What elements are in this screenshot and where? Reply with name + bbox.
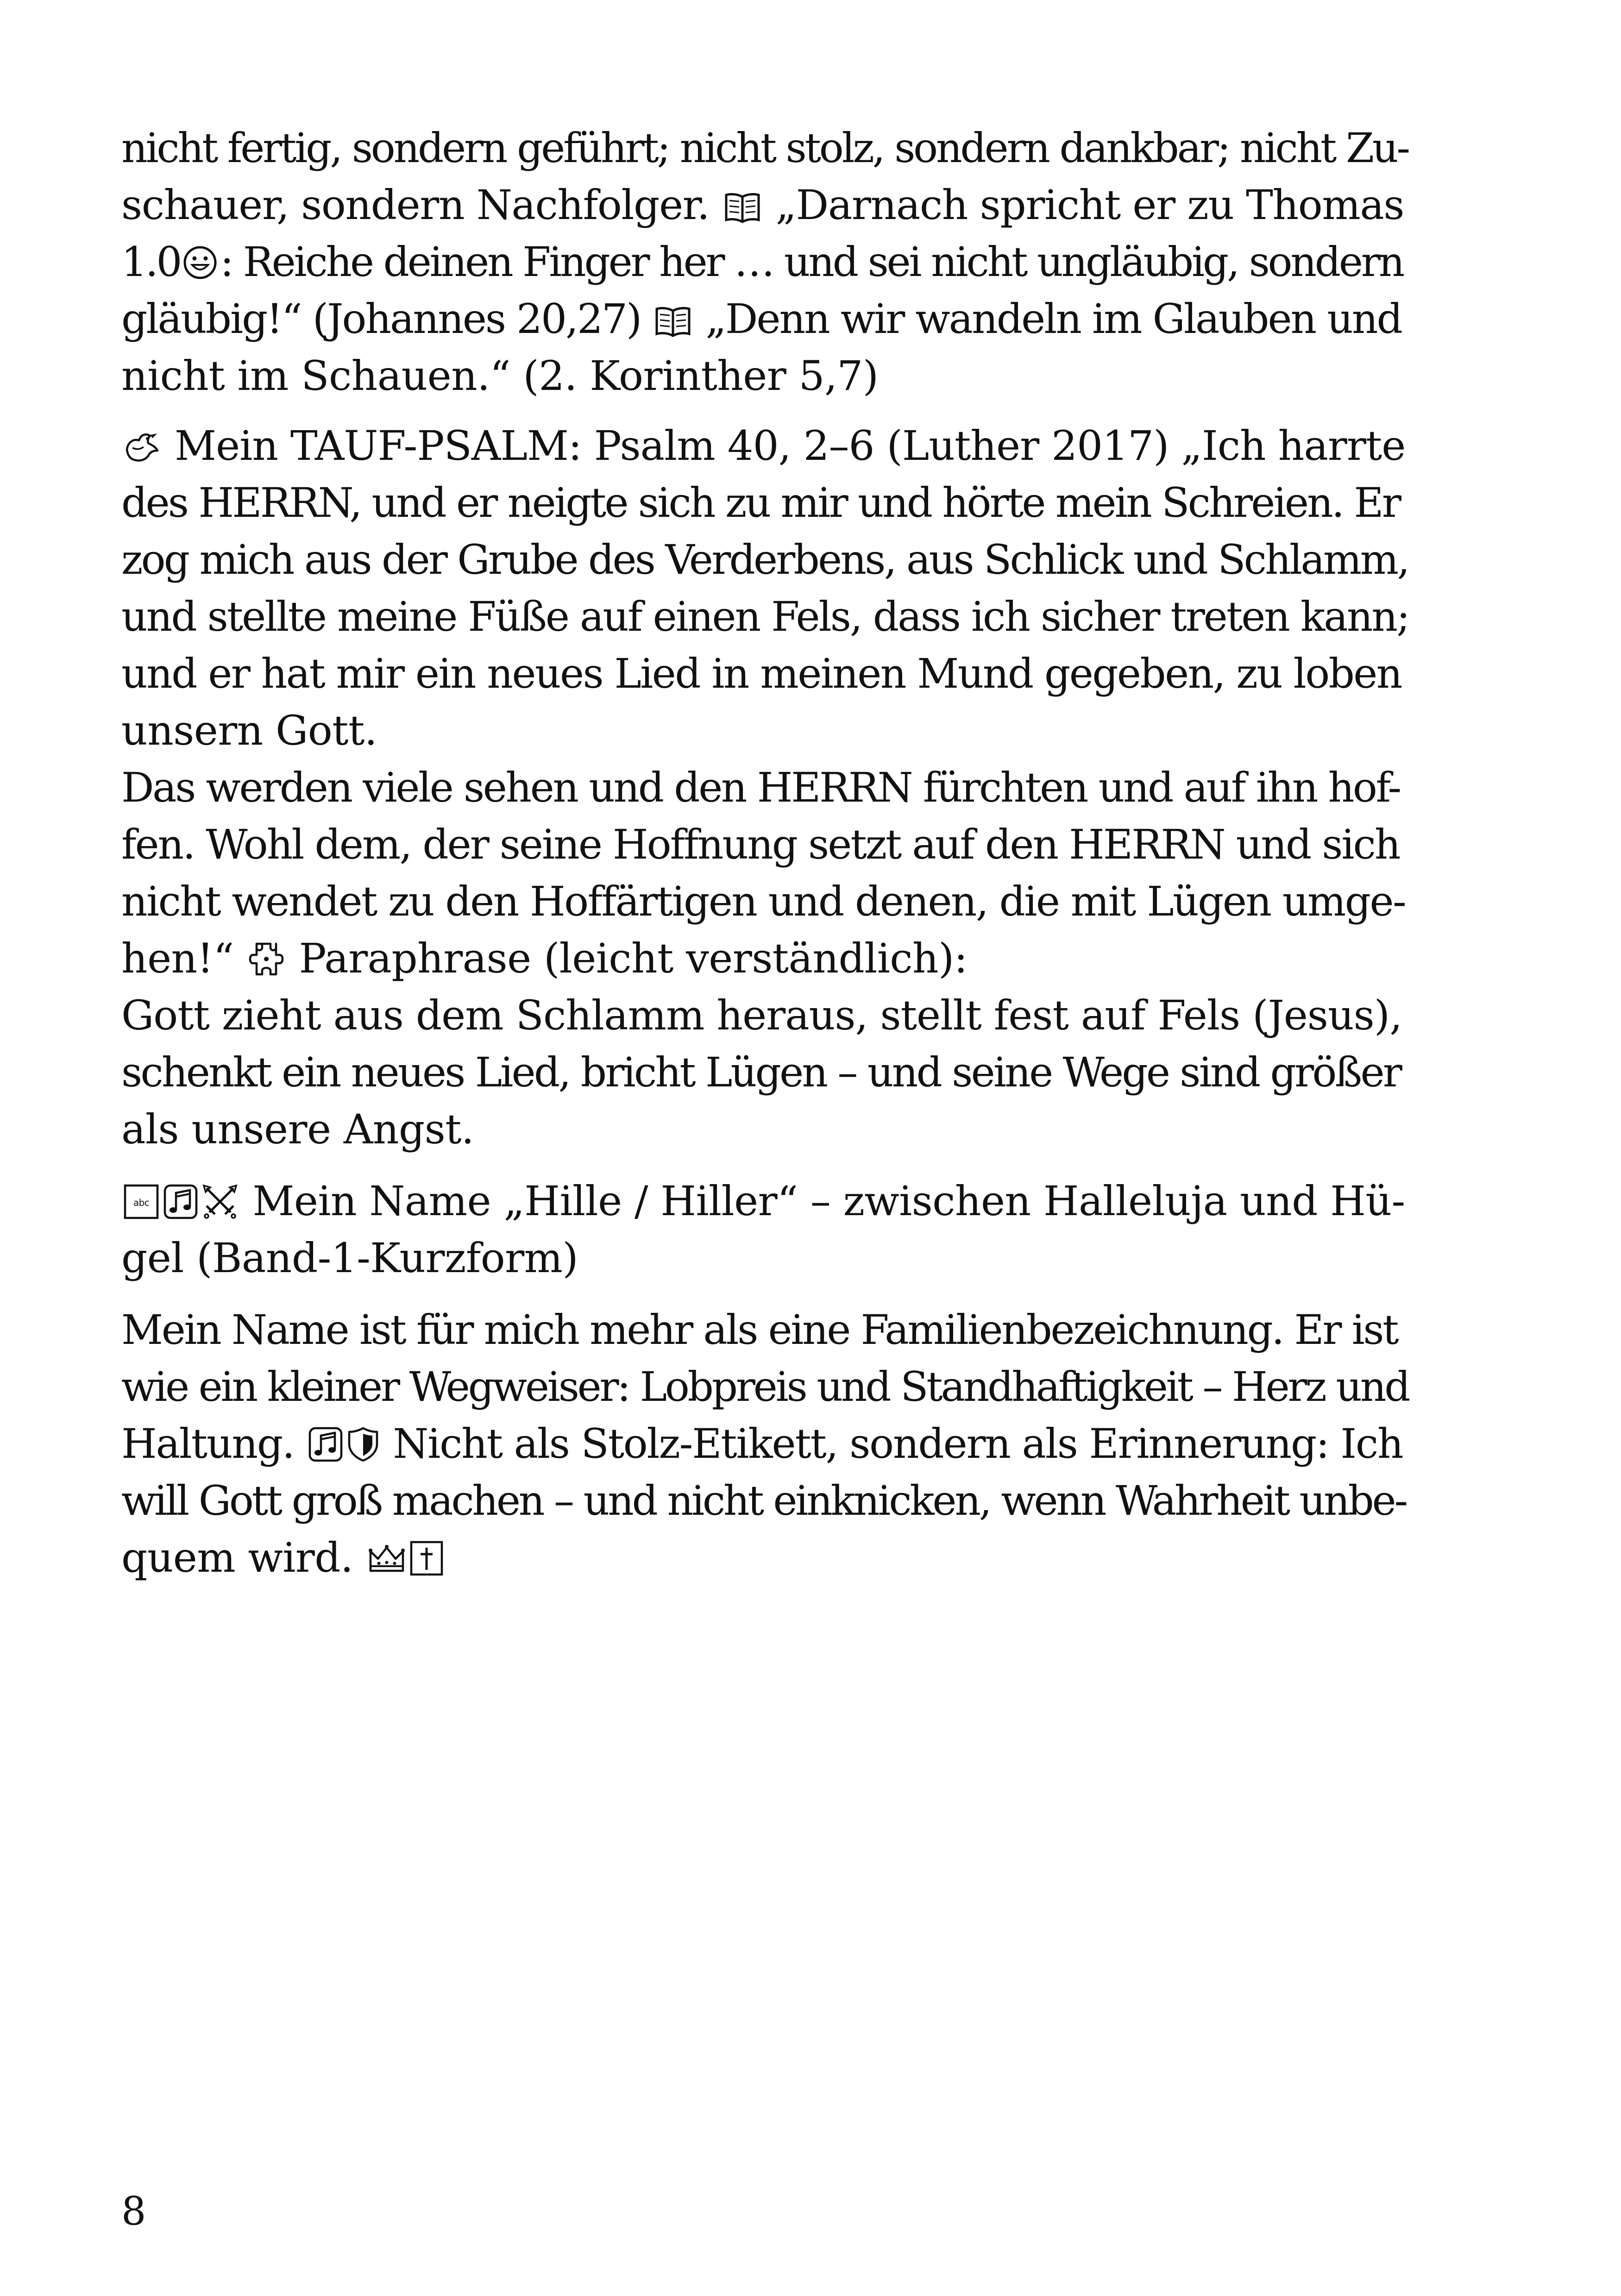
text-line xyxy=(121,930,1409,987)
text-line: nicht fertig, sondern geführt; nicht stolz, sondern dankbar; nicht Zu- xyxy=(121,124,1408,172)
text-segment: Mein Name „Hille / Hiller“ – zwischen Halleluja und Hü- xyxy=(252,1177,1405,1225)
paragraph-thomas-quote xyxy=(121,119,1409,404)
abc-icon xyxy=(123,1184,159,1220)
text-line: des HERRN, und er neigte sich zu mir und hörte mein Schreien. Er xyxy=(121,479,1400,527)
text-line: und er hat mir ein neues Lied in meinen Mund gegeben, zu loben xyxy=(121,650,1401,697)
text-line: schenkt ein neues Lied, bricht Lügen – und seine Wege sind größer xyxy=(121,1048,1401,1096)
text-line: Gott zieht aus dem Schlamm heraus, stellt fest auf Fels (Jesus), xyxy=(121,991,1402,1039)
smiley-icon xyxy=(182,245,218,281)
text-line xyxy=(121,1415,1409,1472)
text-line: zog mich aus der Grube des Verderbens, aus Schlick und Schlamm, xyxy=(121,536,1408,583)
shield-icon xyxy=(347,1426,379,1462)
text-line: als unsere Angst. xyxy=(121,1105,474,1153)
text-line xyxy=(121,417,1409,474)
text-line: will Gott groß machen – und nicht einknicken, wenn Wahrheit unbe- xyxy=(121,1477,1407,1524)
text-line: und stellte meine Füße auf einen Fels, dass ich sicher treten kann; xyxy=(121,593,1409,640)
puzzle-icon xyxy=(248,941,284,977)
text-line: unsern Gott. xyxy=(121,707,377,754)
text-line xyxy=(121,233,1409,290)
text-line: Das werden viele sehen und den HERRN fürchten und auf ihn hof- xyxy=(121,764,1400,811)
text-segment: „Darnach spricht er zu Thomas xyxy=(775,181,1404,229)
text-line xyxy=(121,290,1409,347)
page-number: 8 xyxy=(121,2189,146,2234)
crossed-swords-icon xyxy=(202,1184,238,1220)
crown-icon xyxy=(368,1544,406,1576)
text-segment: quem wird. xyxy=(121,1534,353,1581)
text-segment: Haltung. xyxy=(121,1420,294,1468)
text-line: gel (Band-1-Kurzform) xyxy=(121,1234,578,1282)
book-icon xyxy=(654,305,692,338)
text-segment: gläubig!“ (Johannes 20,27) xyxy=(121,295,641,343)
text-segment: „Denn wir wandeln im Glauben und xyxy=(705,295,1401,343)
paragraph-name-meaning xyxy=(121,1301,1409,1586)
music-notes-icon xyxy=(308,1426,343,1462)
text-line xyxy=(121,1173,1409,1230)
text-line: nicht im Schauen.“ (2. Korinther 5,7) xyxy=(121,352,879,400)
abc-icon-text: abc xyxy=(133,1197,150,1208)
cross-icon xyxy=(409,1540,444,1576)
text-line: nicht wendet zu den Hoffärtigen und denen, die mit Lügen umge- xyxy=(121,878,1406,925)
text-segment: schauer, sondern Nachfolger. xyxy=(121,181,710,229)
text-segment: Paraphrase (leicht verständlich): xyxy=(299,935,968,982)
paragraph-name-heading xyxy=(121,1173,1409,1286)
text-segment: hen!“ xyxy=(121,935,234,982)
book-icon xyxy=(723,191,761,224)
dove-icon xyxy=(123,431,160,464)
text-line: Mein Name ist für mich mehr als eine Familienbezeichnung. Er ist xyxy=(121,1306,1398,1354)
text-segment: Nicht als Stolz-Etikett, sondern als Erinnerung: Ich xyxy=(393,1420,1403,1468)
paragraph-tauf-psalm xyxy=(121,417,1409,1158)
text-segment: Mein TAUF-PSALM: Psalm 40, 2–6 (Luther 2017) „Ich harrte xyxy=(174,422,1406,470)
text-line: fen. Wohl dem, der seine Hoffnung setzt auf den HERRN und sich xyxy=(121,821,1400,868)
music-notes-icon xyxy=(163,1184,198,1220)
text-line xyxy=(121,176,1409,233)
text-segment: 1.0 xyxy=(121,238,181,286)
page-body xyxy=(121,119,1409,1586)
text-line: wie ein kleiner Wegweiser: Lobpreis und Standhaftigkeit – Herz und xyxy=(121,1363,1409,1411)
text-line xyxy=(121,1529,1409,1586)
text-segment: : Reiche deinen Finger her … und sei nicht ungläubig, sondern xyxy=(220,238,1403,286)
